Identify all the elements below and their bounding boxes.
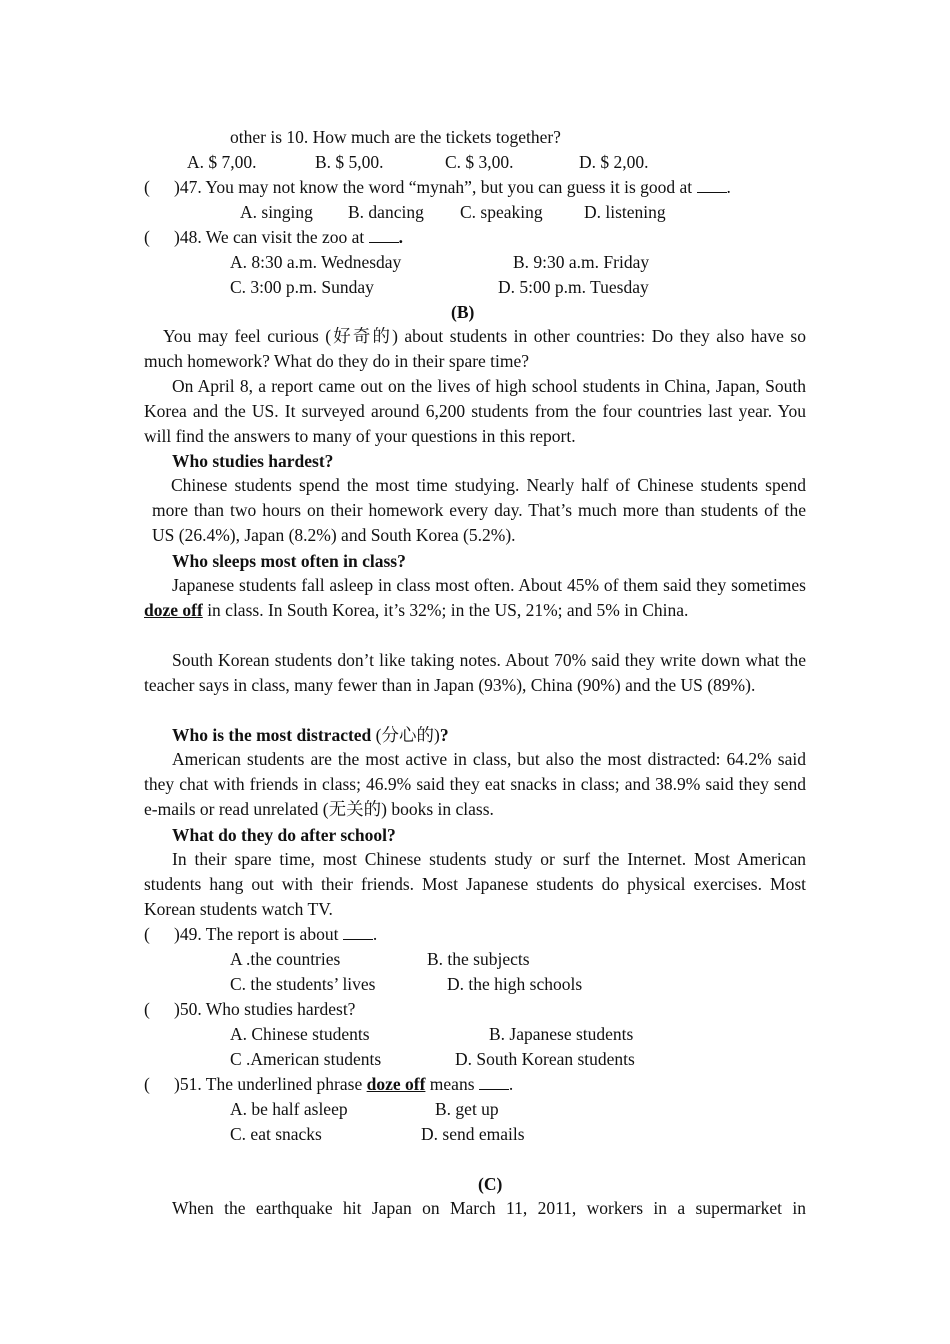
q46-option-c: C. $ 3,00.	[445, 152, 514, 172]
q47-end: .	[726, 177, 731, 197]
q51-option-d: D. send emails	[421, 1124, 525, 1144]
q51-answer-paren: (	[144, 1074, 150, 1094]
q50-answer-paren: (	[144, 999, 150, 1019]
q47-option-c: C. speaking	[460, 202, 543, 222]
h3-qmark: ?	[439, 725, 449, 745]
subheading-who-studies-hardest: Who studies hardest?	[172, 451, 334, 471]
q51-text: )51. The underlined phrase	[174, 1074, 363, 1094]
section-b-paragraph-3: Chinese students spend the most time studying. Nearly half of Chinese students spend more than two hours on their homework every day. That’s much more than students of the US (26.4%), Japan (8.2%) and South Korea (5.2%).	[152, 475, 806, 545]
subheading-who-sleeps: Who sleeps most often in class?	[172, 551, 406, 571]
h3-text: Who is the most distracted	[172, 725, 372, 745]
section-c-paragraph-1: When the earthquake hit Japan on March 11, 2011, workers in a supermarket in	[172, 1198, 806, 1218]
q49-end: .	[372, 924, 378, 944]
q49-blank	[343, 925, 373, 940]
q46-option-a: A. $ 7,00.	[187, 152, 257, 172]
doze-off-underlined: doze off	[144, 600, 203, 620]
q49-option-a: A .the countries	[230, 949, 341, 969]
q50-option-a: A. Chinese students	[230, 1024, 370, 1044]
q51-option-c: C. eat snacks	[230, 1124, 322, 1144]
question-48	[174, 227, 403, 247]
section-b-heading: (B)	[451, 302, 475, 322]
p4-text-b: in class. In South Korea, it’s 32%; in the US, 21%; and 5% in China.	[207, 600, 689, 620]
q51-option-a: A. be half asleep	[230, 1099, 348, 1119]
question-49	[174, 924, 377, 944]
q48-option-d: D. 5:00 p.m. Tuesday	[498, 277, 649, 297]
q51-end: .	[508, 1074, 514, 1094]
q46-option-b: B. $ 5,00.	[315, 152, 384, 172]
q47-option-b: B. dancing	[348, 202, 424, 222]
question-47	[174, 177, 731, 197]
q48-blank	[369, 228, 399, 243]
q49-option-d: D. the high schools	[447, 974, 583, 994]
q51-underlined-phrase: doze off	[366, 1074, 426, 1094]
section-b-paragraph-6: American students are the most active in class, but also the most distracted: 64.2% said they chat with friends in class; 46.9% said they eat snacks in class; and 38.9% said they send e-mails or read unrelated (无关的) books in class.	[144, 749, 806, 819]
question-46-continuation: other is 10. How much are the tickets together?	[230, 127, 561, 147]
q46-option-d: D. $ 2,00.	[579, 152, 649, 172]
section-b-paragraph-4	[144, 573, 806, 623]
q51-option-b: B. get up	[435, 1099, 499, 1119]
q48-text: )48. We can visit the zoo at	[174, 227, 365, 247]
section-b-paragraph-5: South Korean students don’t like taking notes. About 70% said they write down what the teacher says in class, many fewer than in Japan (93%), China (90%) and the US (89%).	[144, 650, 806, 695]
q47-blank	[697, 178, 727, 193]
q48-end: .	[398, 227, 403, 247]
section-c-heading: (C)	[478, 1174, 503, 1194]
q48-option-b: B. 9:30 a.m. Friday	[513, 252, 650, 272]
h3-gloss: (分心的)	[375, 725, 440, 745]
q48-answer-paren: (	[144, 227, 150, 247]
q51-blank	[479, 1075, 509, 1090]
p4-text-a: Japanese students fall asleep in class most often. About 45% of them said they sometimes	[172, 575, 806, 595]
section-b-paragraph-7: In their spare time, most Chinese students study or surf the Internet. Most American students hang out with their friends. Most Japanese students do physical exercises. Most Korean students watch TV.	[144, 849, 806, 919]
q47-answer-paren: (	[144, 177, 150, 197]
question-51	[174, 1074, 513, 1094]
question-50: )50. Who studies hardest?	[174, 999, 356, 1019]
q47-option-d: D. listening	[584, 202, 666, 222]
q49-text: )49. The report is about	[174, 924, 339, 944]
q49-option-b: B. the subjects	[427, 949, 530, 969]
q51-text-2: means	[429, 1074, 475, 1094]
q50-option-c: C .American students	[230, 1049, 382, 1069]
section-b-paragraph-1: You may feel curious (好奇的) about students in other countries: Do they also have so much homework? What do they do in their spare time?	[144, 326, 806, 371]
q50-option-d: D. South Korean students	[455, 1049, 635, 1069]
q47-text: )47. You may not know the word “mynah”, but you can guess it is good at	[174, 177, 693, 197]
subheading-after-school: What do they do after school?	[172, 825, 396, 845]
q49-option-c: C. the students’ lives	[230, 974, 376, 994]
section-b-paragraph-2: On April 8, a report came out on the lives of high school students in China, Japan, South Korea and the US. It surveyed around 6,200 students from the four countries last year. You will find the answers to many of your questions in this report.	[144, 376, 806, 446]
q48-option-a: A. 8:30 a.m. Wednesday	[230, 252, 402, 272]
q50-option-b: B. Japanese students	[489, 1024, 634, 1044]
q48-option-c: C. 3:00 p.m. Sunday	[230, 277, 374, 297]
q47-option-a: A. singing	[240, 202, 313, 222]
q49-answer-paren: (	[144, 924, 150, 944]
subheading-most-distracted	[172, 725, 449, 745]
